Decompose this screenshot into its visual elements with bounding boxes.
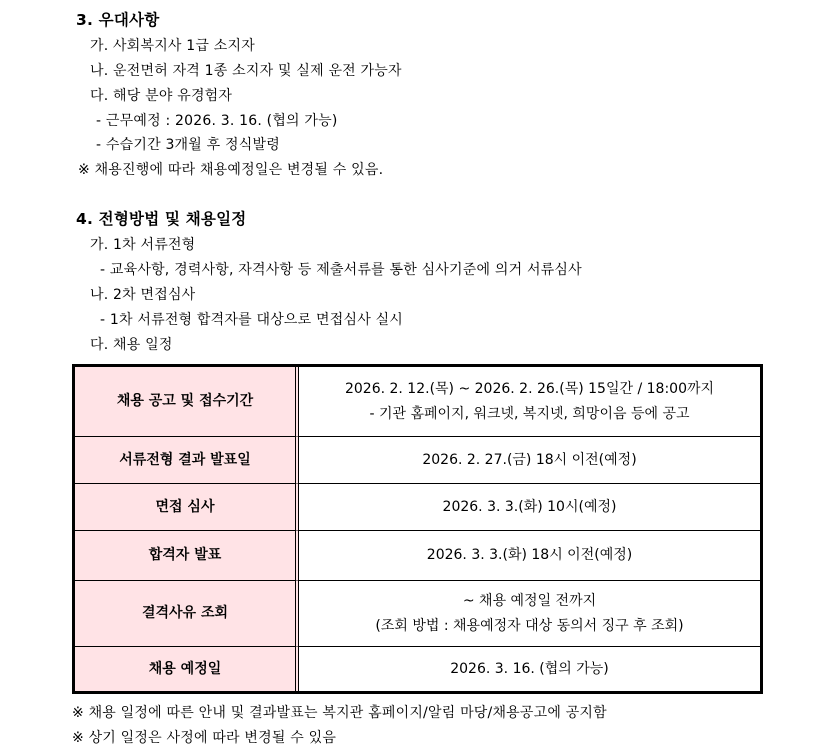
row-label-application-period: 채용 공고 및 접수기간 — [75, 367, 299, 437]
application-period-channels: - 기관 홈페이지, 워크넷, 복지넷, 희망이음 등에 공고 — [369, 405, 690, 422]
row-value-final-announcement — [299, 531, 760, 581]
row-value-hire-date — [299, 647, 760, 691]
row-value-interview — [299, 484, 760, 531]
document-result-date: 2026. 2. 27.(금) 18시 이전(예정) — [422, 451, 637, 468]
application-period-dates: 2026. 2. 12.(목) ~ 2026. 2. 26.(목) 15일간 / 18:00까지 — [344, 380, 715, 397]
row-label-disqualification-check: 결격사유 조회 — [75, 581, 299, 647]
final-announcement-date: 2026. 3. 3.(화) 18시 이전(예정) — [426, 547, 633, 563]
schedule-table — [72, 364, 763, 694]
footer-note-schedule-change: ※ 상기 일정은 사정에 따라 변경될 수 있음 — [72, 730, 337, 746]
preference-item-3: 다. 해당 분야 유경험자 — [90, 88, 233, 104]
stage-2-label: 나. 2차 면접심사 — [90, 287, 196, 303]
preference-item-1: 가. 사회복지사 1급 소지자 — [90, 38, 255, 54]
interview-date: 2026. 3. 3.(화) 10시(예정) — [442, 498, 617, 515]
stage-1-label: 가. 1차 서류전형 — [90, 237, 196, 253]
row-value-document-result — [299, 437, 760, 484]
disqualification-check-method: (조회 방법 : 채용예정자 대상 동의서 징구 후 조회) — [375, 617, 684, 634]
section-4-heading: 4. 전형방법 및 채용일정 — [76, 210, 247, 228]
stage-2-detail: - 1차 서류전형 합격자를 대상으로 면접심사 실시 — [100, 312, 404, 328]
section-3-note: ※ 채용진행에 따라 채용예정일은 변경될 수 있음. — [78, 162, 384, 178]
work-schedule-note: - 근무예정 : 2026. 3. 16. (협의 가능) — [96, 113, 338, 129]
probation-note: - 수습기간 3개월 후 정식발령 — [96, 137, 280, 153]
row-value-application-period — [299, 367, 760, 437]
hire-date: 2026. 3. 16. (협의 가능) — [450, 660, 609, 677]
row-label-hire-date: 채용 예정일 — [75, 647, 299, 691]
footer-note-announcement: ※ 채용 일정에 따른 안내 및 결과발표는 복지관 홈페이지/알림 마당/채용공고에 공지함 — [72, 705, 607, 721]
row-value-disqualification-check — [299, 581, 760, 647]
row-label-document-result: 서류전형 결과 발표일 — [75, 437, 299, 484]
disqualification-check-deadline: ~ 채용 예정일 전까지 — [462, 592, 597, 609]
row-label-interview: 면접 심사 — [75, 484, 299, 531]
stage-1-detail: - 교육사항, 경력사항, 자격사항 등 제출서류를 통한 심사기준에 의거 서류심사 — [100, 262, 582, 278]
preference-item-2: 나. 운전면허 자격 1종 소지자 및 실제 운전 가능자 — [90, 63, 402, 79]
row-label-final-announcement: 합격자 발표 — [75, 531, 299, 581]
section-3-heading: 3. 우대사항 — [76, 11, 160, 29]
schedule-label: 다. 채용 일정 — [90, 337, 173, 353]
